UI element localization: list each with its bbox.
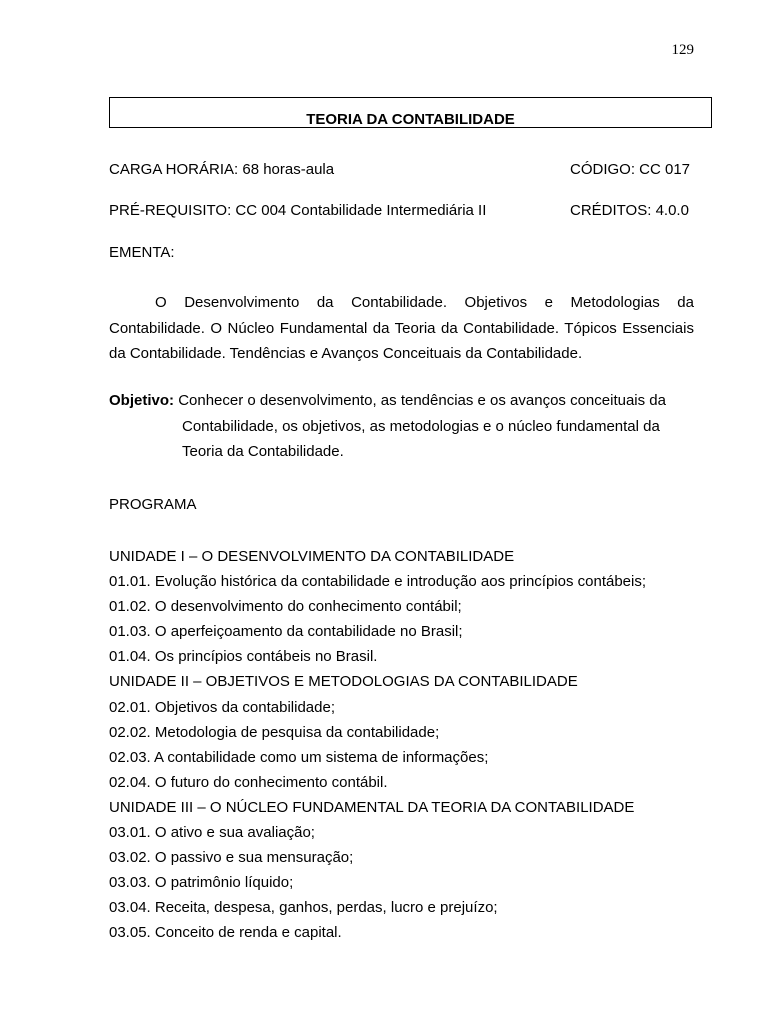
program-item: 03.01. O ativo e sua avaliação; bbox=[109, 824, 315, 842]
page-number: 129 bbox=[671, 42, 694, 58]
course-title-box bbox=[109, 97, 712, 128]
prerequisite-text: PRÉ-REQUISITO: CC 004 Contabilidade Intermediária II bbox=[109, 202, 487, 219]
program-item: 02.03. A contabilidade como um sistema de informações; bbox=[109, 748, 489, 766]
course-title: TEORIA DA CONTABILIDADE bbox=[306, 111, 515, 128]
program-item: 01.03. O aperfeiçoamento da contabilidade no Brasil; bbox=[109, 623, 463, 641]
program-item: 01.01. Evolução histórica da contabilidade e introdução aos princípios contábeis; bbox=[109, 573, 647, 591]
objective-line-3: Teoria da Contabilidade. bbox=[182, 443, 344, 460]
credits: CRÉDITOS: 4.0.0 bbox=[570, 202, 689, 219]
workload-row bbox=[109, 161, 694, 179]
course-code: CÓDIGO: CC 017 bbox=[570, 161, 691, 178]
program-item: 03.02. O passivo e sua mensuração; bbox=[109, 849, 354, 867]
program-list bbox=[109, 544, 709, 946]
objective-line-2: Contabilidade, os objetivos, as metodologias e o núcleo fundamental da bbox=[182, 417, 660, 435]
program-item: 01.02. O desenvolvimento do conhecimento contábil; bbox=[109, 598, 462, 616]
objective-line-1: Conhecer o desenvolvimento, as tendências e os avanços conceituais da bbox=[178, 392, 666, 409]
program-unit-heading: UNIDADE II – OBJETIVOS E METODOLOGIAS DA CONTABILIDADE bbox=[109, 673, 578, 691]
program-item: 03.05. Conceito de renda e capital. bbox=[109, 924, 342, 942]
program-item: 03.04. Receita, despesa, ganhos, perdas, lucro e prejuízo; bbox=[109, 899, 498, 917]
ementa-paragraph: O Desenvolvimento da Contabilidade. Objetivos e Metodologias da Contabilidade. O Núcleo Fundamental da Teoria da Contabilidade. Tópicos Essenciais da Contabilidade. Tendências e Avanços Conceituais da Contabilidade. bbox=[109, 294, 694, 362]
program-item: 03.03. O patrimônio líquido; bbox=[109, 874, 294, 892]
program-item: 02.04. O futuro do conhecimento contábil. bbox=[109, 773, 388, 791]
program-unit-heading: UNIDADE I – O DESENVOLVIMENTO DA CONTABILIDADE bbox=[109, 548, 515, 565]
ementa-label: EMENTA: bbox=[109, 244, 175, 261]
objective-block bbox=[109, 388, 694, 465]
program-label: PROGRAMA bbox=[109, 496, 197, 513]
prerequisite-row bbox=[109, 202, 694, 220]
program-unit-heading: UNIDADE III – O NÚCLEO FUNDAMENTAL DA TEORIA DA CONTABILIDADE bbox=[109, 798, 635, 816]
program-item: 01.04. Os princípios contábeis no Brasil. bbox=[109, 648, 378, 666]
program-item: 02.01. Objetivos da contabilidade; bbox=[109, 698, 335, 716]
workload-text: CARGA HORÁRIA: 68 horas-aula bbox=[109, 161, 335, 178]
objective-label: Objetivo: bbox=[109, 392, 175, 409]
program-item: 02.02. Metodologia de pesquisa da contabilidade; bbox=[109, 723, 440, 741]
